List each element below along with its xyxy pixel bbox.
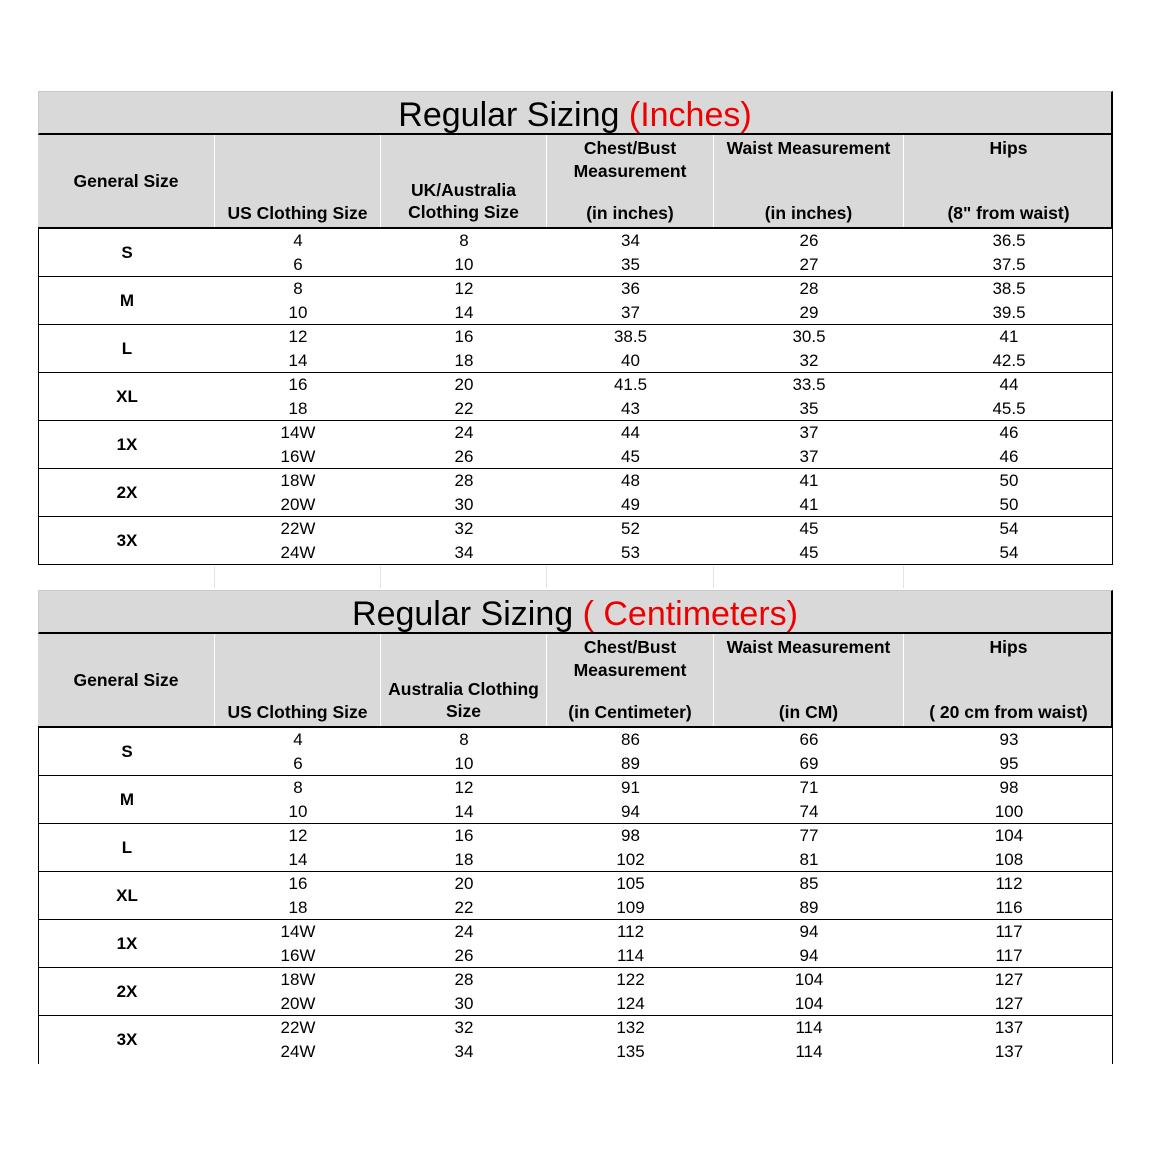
hips-value-cell: 44 [999,375,1019,394]
waist-value-cell: 85 [799,874,819,893]
waist-value-cell: 27 [799,255,819,274]
uk-value-cell: 26 [454,447,474,466]
us-value-cell: 16 [288,874,308,893]
chest-value-cell: 44 [621,423,640,442]
chest-value-cell: 52 [621,519,640,538]
hips-value-cell: 36.5 [992,231,1026,250]
us-value-cell: 22W [280,519,316,538]
size-group-row [38,776,1113,824]
chest-value-cell: 135 [616,1042,645,1061]
chest-value-cell: 105 [616,874,645,893]
general-size-cell: 3X [116,1030,138,1049]
uk-value-cell: 8 [459,231,469,250]
us-value-cell: 18 [288,399,308,418]
uk-value-cell: 30 [454,994,474,1013]
general-size-cell: XL [116,886,138,905]
general-size-cell: XL [116,387,138,406]
us-value-cell: 8 [293,778,303,797]
waist-value-cell: 77 [799,826,819,845]
chest-value-cell: 36 [621,279,640,298]
general-size-cell: 1X [116,435,138,454]
size-group-row [38,421,1113,469]
hips-value-cell: 95 [999,754,1019,773]
cm-size-table [38,590,1113,1064]
size-group-row [38,229,1113,277]
waist-value-cell: 41 [799,471,819,490]
uk-value-cell: 20 [454,874,474,893]
us-value-cell: 10 [288,303,308,322]
waist-value-cell: 81 [799,850,819,869]
size-group-row [38,920,1113,968]
hips-value-cell: 39.5 [992,303,1026,322]
general-size-cell: 3X [116,531,138,550]
waist-value-cell: 104 [794,970,824,989]
waist-value-cell: 29 [799,303,819,322]
hips-value-cell: 50 [999,471,1019,490]
header-us-size: US Clothing Size [214,135,380,227]
chest-value-cell: 124 [616,994,645,1013]
waist-value-cell: 41 [799,495,819,514]
uk-value-cell: 14 [454,303,474,322]
general-size-cell: M [119,790,135,809]
us-value-cell: 18 [288,898,308,917]
uk-value-cell: 18 [454,850,474,869]
chest-value-cell: 41.5 [613,375,648,394]
general-size-cell: S [121,243,133,262]
uk-value-cell: 32 [454,519,474,538]
header-uk-size: UK/Australia Clothing Size [380,135,546,227]
waist-value-cell: 94 [799,946,819,965]
uk-value-cell: 16 [454,826,474,845]
size-group-row [38,968,1113,1016]
inches-size-table [38,91,1113,565]
chest-value-cell: 48 [621,471,640,490]
hips-value-cell: 50 [999,495,1019,514]
chest-value-cell: 35 [621,255,640,274]
us-value-cell: 16 [288,375,308,394]
chest-value-cell: 53 [621,543,640,562]
hips-value-cell: 41 [999,327,1019,346]
chest-value-cell: 40 [621,351,640,370]
hips-value-cell: 38.5 [992,279,1026,298]
hips-value-cell: 116 [995,898,1023,917]
waist-value-cell: 71 [799,778,819,797]
chest-value-cell: 45 [621,447,640,466]
size-group-row [38,824,1113,872]
header-waist: Waist Measurement (in CM) [713,634,903,726]
chest-value-cell: 43 [621,399,640,418]
size-group-row [38,277,1113,325]
us-value-cell: 18W [280,970,316,989]
hips-value-cell: 117 [995,922,1023,941]
hips-value-cell: 108 [994,850,1024,869]
hips-value-cell: 37.5 [992,255,1026,274]
us-value-cell: 12 [288,327,308,346]
waist-value-cell: 35 [799,399,819,418]
uk-value-cell: 10 [454,754,474,773]
inches-title-text: Regular Sizing [398,96,620,134]
hips-value-cell: 137 [994,1018,1024,1037]
uk-value-cell: 22 [454,898,474,917]
size-group-row [38,728,1113,776]
chest-value-cell: 89 [621,754,640,773]
uk-value-cell: 20 [454,375,474,394]
chest-value-cell: 34 [621,231,640,250]
hips-value-cell: 100 [994,802,1024,821]
uk-value-cell: 26 [454,946,474,965]
uk-value-cell: 30 [454,495,474,514]
general-size-cell: 2X [116,982,138,1001]
inches-header-row [38,135,1113,229]
header-australia-size: Australia Clothing Size [380,634,546,726]
chest-value-cell: 132 [616,1018,645,1037]
waist-value-cell: 37 [799,447,819,466]
waist-value-cell: 30.5 [792,327,826,346]
chest-value-cell: 122 [616,970,645,989]
size-group-row [38,872,1113,920]
waist-value-cell: 28 [799,279,819,298]
hips-value-cell: 112 [995,874,1023,893]
cm-title-text: Regular Sizing [352,595,574,633]
us-value-cell: 20W [280,495,316,514]
us-value-cell: 6 [293,255,303,274]
waist-value-cell: 45 [799,543,819,562]
hips-value-cell: 127 [994,970,1024,989]
uk-value-cell: 12 [454,778,474,797]
us-value-cell: 22W [280,1018,316,1037]
us-value-cell: 10 [288,802,308,821]
uk-value-cell: 22 [454,399,474,418]
uk-value-cell: 24 [454,423,474,442]
hips-value-cell: 45.5 [992,399,1026,418]
us-value-cell: 12 [288,826,308,845]
cm-table-title [38,590,1113,634]
chest-value-cell: 38.5 [613,327,648,346]
us-value-cell: 8 [293,279,303,298]
header-us-size: US Clothing Size [214,634,380,726]
us-value-cell: 16W [280,447,316,466]
uk-value-cell: 8 [459,730,469,749]
general-size-cell: S [121,742,133,761]
hips-value-cell: 46 [999,447,1019,466]
size-group-row [38,325,1113,373]
hips-value-cell: 46 [999,423,1019,442]
hips-value-cell: 137 [994,1042,1024,1061]
hips-value-cell: 93 [999,730,1019,749]
header-waist: Waist Measurement (in inches) [713,135,903,227]
uk-value-cell: 18 [454,351,474,370]
hips-value-cell: 54 [999,519,1019,538]
us-value-cell: 24W [280,1042,316,1061]
chest-value-cell: 37 [621,303,640,322]
hips-value-cell: 117 [995,946,1023,965]
size-group-row [38,1016,1113,1064]
inches-title-unit: (Inches) [628,96,752,134]
cm-header-row [38,634,1113,728]
chest-value-cell: 114 [616,946,645,965]
chest-value-cell: 102 [616,850,645,869]
cm-table-body [38,728,1113,1064]
general-size-cell: L [121,838,133,857]
uk-value-cell: 34 [454,543,474,562]
uk-value-cell: 28 [454,970,474,989]
hips-value-cell: 54 [999,543,1019,562]
hips-value-cell: 104 [994,826,1024,845]
header-hips: Hips (8" from waist) [903,135,1113,227]
hips-value-cell: 127 [994,994,1024,1013]
chest-value-cell: 98 [621,826,640,845]
inches-table-body [38,229,1113,565]
us-value-cell: 20W [280,994,316,1013]
uk-value-cell: 14 [454,802,474,821]
uk-value-cell: 16 [454,327,474,346]
hips-value-cell: 98 [999,778,1019,797]
general-size-cell: 1X [116,934,138,953]
us-value-cell: 14W [280,922,316,941]
chest-value-cell: 112 [616,922,645,941]
us-value-cell: 14 [288,850,308,869]
size-group-row [38,373,1113,421]
us-value-cell: 18W [280,471,316,490]
us-value-cell: 14W [280,423,316,442]
uk-value-cell: 32 [454,1018,474,1037]
us-value-cell: 14 [288,351,308,370]
size-group-row [38,517,1113,565]
general-size-cell: L [121,339,133,358]
waist-value-cell: 45 [799,519,819,538]
waist-value-cell: 94 [799,922,819,941]
header-chest: Chest/Bust Measurement (in inches) [546,135,713,227]
header-hips: Hips ( 20 cm from waist) [903,634,1113,726]
waist-value-cell: 37 [799,423,819,442]
general-size-cell: 2X [116,483,138,502]
waist-value-cell: 26 [799,231,819,250]
uk-value-cell: 12 [454,279,474,298]
us-value-cell: 24W [280,543,316,562]
chest-value-cell: 109 [616,898,645,917]
hips-value-cell: 42.5 [992,351,1026,370]
table-spacer [38,566,1113,590]
cm-title-unit: ( Centimeters) [582,595,798,633]
waist-value-cell: 89 [799,898,819,917]
waist-value-cell: 32 [799,351,819,370]
waist-value-cell: 114 [795,1042,823,1061]
header-chest: Chest/Bust Measurement (in Centimeter) [546,634,713,726]
chest-value-cell: 91 [621,778,640,797]
uk-value-cell: 24 [454,922,474,941]
uk-value-cell: 34 [454,1042,474,1061]
us-value-cell: 4 [293,231,303,250]
uk-value-cell: 28 [454,471,474,490]
inches-table-title [38,91,1113,135]
waist-value-cell: 114 [795,1018,823,1037]
header-general-size: General Size [73,670,179,690]
waist-value-cell: 104 [794,994,824,1013]
chest-value-cell: 86 [621,730,640,749]
uk-value-cell: 10 [454,255,474,274]
waist-value-cell: 33.5 [792,375,826,394]
waist-value-cell: 74 [799,802,819,821]
us-value-cell: 4 [293,730,303,749]
general-size-cell: M [119,291,135,310]
size-group-row [38,469,1113,517]
us-value-cell: 16W [280,946,316,965]
waist-value-cell: 66 [799,730,819,749]
chest-value-cell: 49 [621,495,640,514]
chest-value-cell: 94 [621,802,640,821]
us-value-cell: 6 [293,754,303,773]
header-general-size: General Size [73,171,179,191]
waist-value-cell: 69 [799,754,819,773]
